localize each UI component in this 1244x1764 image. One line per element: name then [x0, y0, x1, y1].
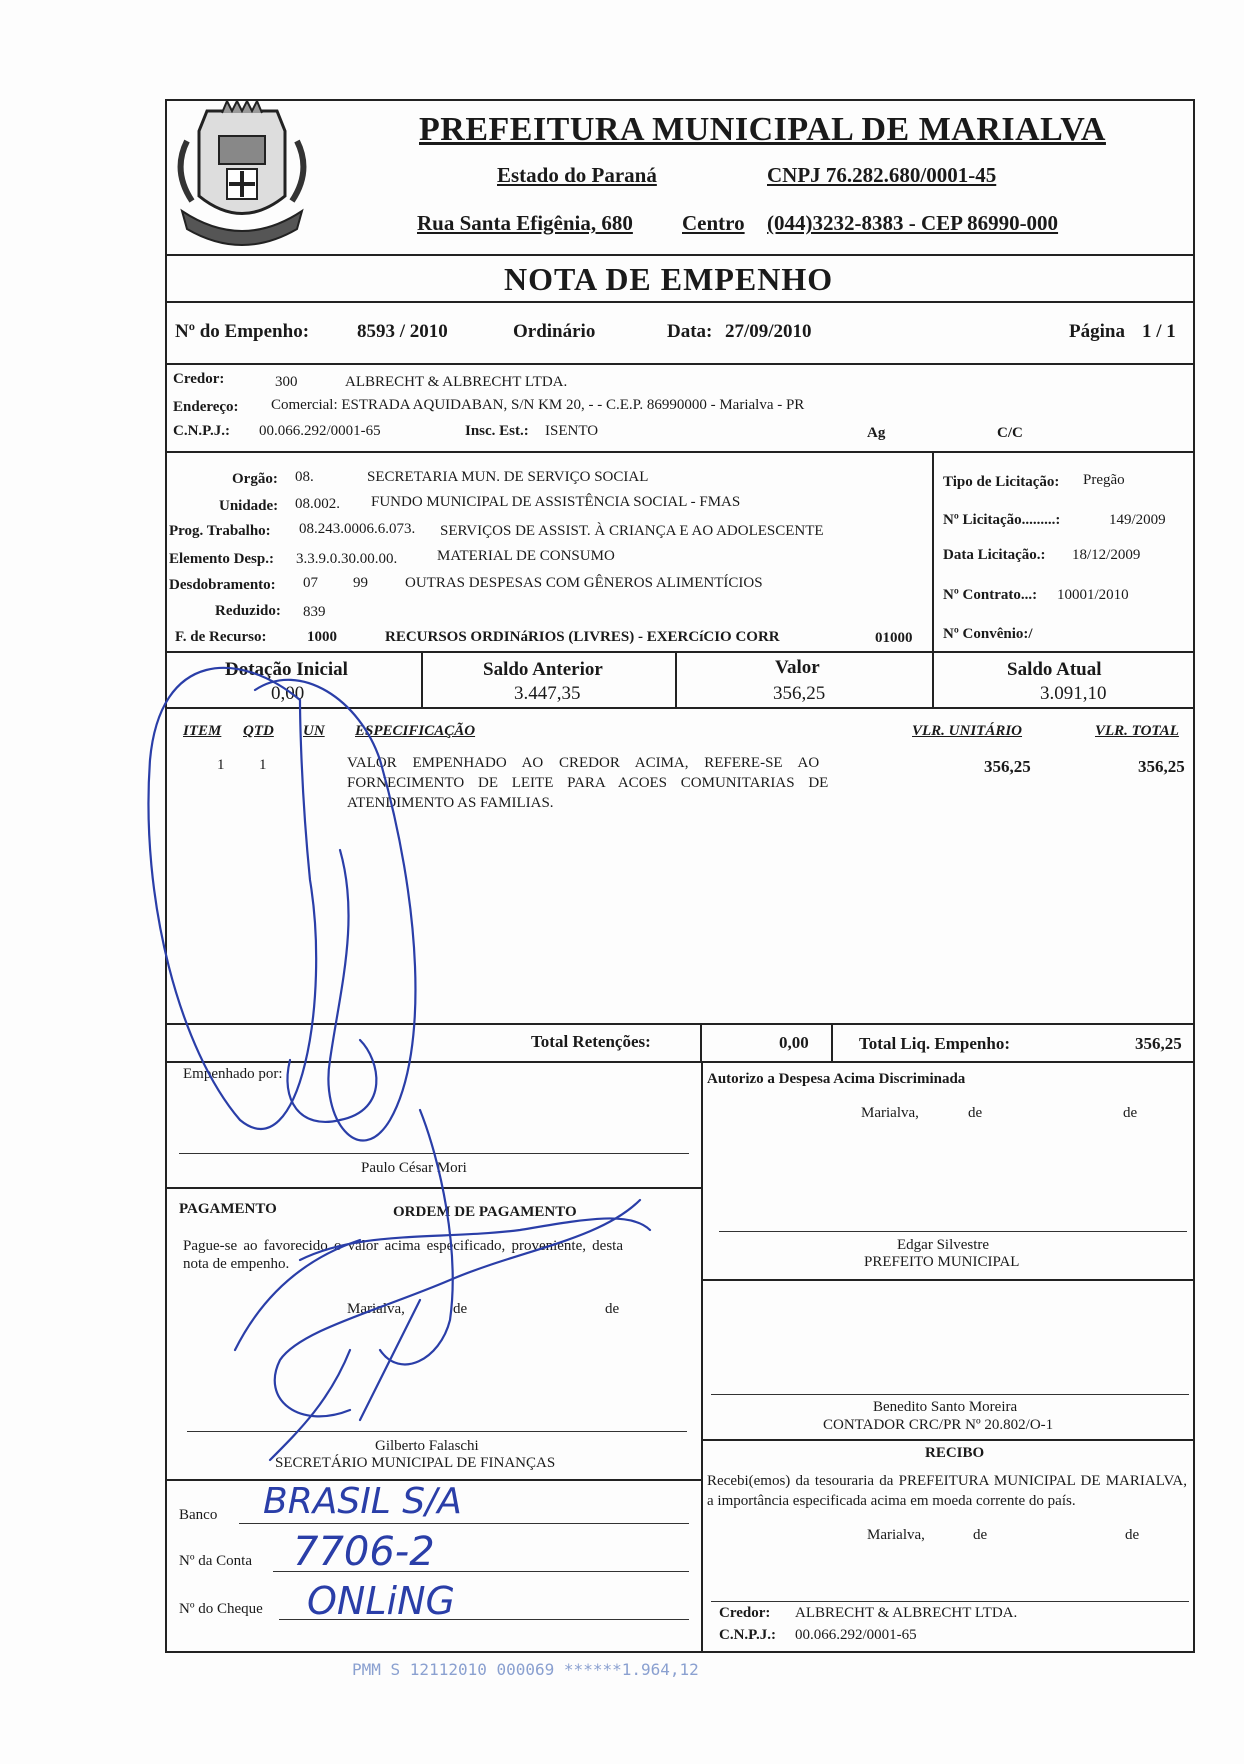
state-name: Estado do Paraná [497, 163, 657, 187]
saldo-anterior-label: Saldo Anterior [483, 659, 603, 680]
convenio-label: Nº Convênio:/ [943, 626, 1033, 642]
reduzido-value: 839 [303, 604, 326, 620]
valor-label: Valor [775, 657, 820, 678]
conta-label: Nº da Conta [179, 1553, 252, 1569]
credor-name: ALBRECHT & ALBRECHT LTDA. [345, 374, 568, 390]
org-cnpj: CNPJ 76.282.680/0001-45 [767, 163, 997, 187]
tipo-licitacao-label: Tipo de Licitação: [943, 474, 1060, 490]
pagamento-de2: de [605, 1301, 620, 1317]
dotacao-label: Dotação Inicial [225, 659, 348, 680]
org-district: Centro [682, 211, 745, 235]
dotacao-value: 0,00 [271, 683, 305, 704]
item-total-value: 356,25 [1138, 757, 1185, 776]
prog-code: 08.243.0006.6.073. [299, 521, 416, 537]
ag-label: Ag [867, 425, 886, 441]
col-header-vlr-total: VLR. TOTAL [1095, 723, 1179, 739]
recurso-label: F. de Recurso: [175, 629, 267, 645]
recurso-name: RECURSOS ORDINáRIOS (LIVRES) - EXERCíCIO CORR [385, 629, 780, 645]
num-licitacao-value: 149/2009 [1109, 512, 1166, 528]
data-licitacao-value: 18/12/2009 [1072, 547, 1141, 563]
reduzido-label: Reduzido: [215, 603, 281, 619]
org-phone-cep: (044)3232-8383 - CEP 86990-000 [767, 211, 1059, 235]
orgao-name: SECRETARIA MUN. DE SERVIÇO SOCIAL [367, 469, 649, 485]
page-label: Página [1069, 321, 1125, 342]
autorizo-de2: de [1123, 1105, 1138, 1121]
saldo-atual-label: Saldo Atual [1007, 659, 1102, 680]
autorizo-signer-name: Edgar Silvestre [897, 1237, 990, 1253]
total-liq-value: 356,25 [1135, 1034, 1182, 1053]
pagamento-text: Pague-se ao favorecido o valor acima especificado, proveniente, desta nota de empenho. [183, 1238, 623, 1272]
pagamento-signer-title: SECRETÁRIO MUNICIPAL DE FINANÇAS [275, 1455, 556, 1471]
desdobramento-code1: 07 [303, 575, 318, 591]
data-licitacao-label: Data Licitação.: [943, 547, 1046, 563]
nota-de-empenho-form [165, 99, 1195, 1653]
handwritten-conta: 7706-2 [293, 1529, 435, 1575]
recibo-place: Marialva, [867, 1527, 925, 1543]
endereco-value: Comercial: ESTRADA AQUIDABAN, S/N KM 20, - - C.E.P. 86990000 - Marialva - PR [271, 397, 805, 413]
unidade-name: FUNDO MUNICIPAL DE ASSISTÊNCIA SOCIAL - FMAS [371, 494, 741, 510]
item-spec-line3: ATENDIMENTO AS FAMILIAS. [347, 795, 554, 811]
col-header-item: ITEM [183, 723, 222, 739]
cheque-label: Nº do Cheque [179, 1601, 263, 1617]
recibo-de2: de [1125, 1527, 1140, 1543]
recurso-code2: 01000 [875, 630, 913, 646]
unidade-code: 08.002. [295, 496, 340, 512]
endereco-label: Endereço: [173, 399, 239, 415]
item-spec-line2: FORNECIMENTO DE LEITE PARA ACOES COMUNITARIAS DE [347, 775, 829, 791]
item-number: 1 [217, 757, 225, 773]
col-header-qtd: QTD [243, 723, 274, 739]
tipo-licitacao-value: Pregão [1083, 472, 1125, 488]
pagamento-label: PAGAMENTO [179, 1201, 277, 1217]
recurso-code: 1000 [307, 629, 337, 645]
insc-value: ISENTO [545, 423, 599, 439]
valor-value: 356,25 [773, 683, 826, 704]
empenhado-name: Paulo César Mori [361, 1160, 467, 1176]
ordem-pagamento: ORDEM DE PAGAMENTO [393, 1204, 577, 1220]
num-licitacao-label: Nº Licitação.........: [943, 512, 1061, 528]
banco-label: Banco [179, 1507, 218, 1523]
recibo-text: Recebi(emos) da tesouraria da PREFEITURA MUNICIPAL DE MARIALVA, a importância especificada acima em moeda corrente do país. [707, 1473, 1187, 1509]
autorizo-title: Autorizo a Despesa Acima Discriminada [707, 1071, 966, 1087]
cnpj-value: 00.066.292/0001-65 [259, 423, 381, 439]
credor-code: 300 [275, 374, 298, 390]
desdobramento-code2: 99 [353, 575, 368, 591]
item-spec-line1: VALOR EMPENHADO AO CREDOR ACIMA, REFERE-SE AO [347, 755, 820, 771]
col-header-vlr-unitario: VLR. UNITÁRIO [912, 723, 1023, 739]
handwritten-banco: BRASIL S/A [263, 1481, 462, 1522]
empenho-number: 8593 / 2010 [357, 321, 448, 342]
prog-name: SERVIÇOS DE ASSIST. À CRIANÇA E AO ADOLESCENTE [440, 523, 824, 539]
col-header-un: UN [303, 723, 325, 739]
autorizo-de1: de [968, 1105, 983, 1121]
insc-label: Insc. Est.: [465, 423, 529, 439]
recibo-credor-value: ALBRECHT & ALBRECHT LTDA. [795, 1605, 1018, 1621]
desdobramento-name: OUTRAS DESPESAS COM GÊNEROS ALIMENTÍCIOS [405, 575, 763, 591]
empenhado-label: Empenhado por: [183, 1066, 283, 1082]
recibo-de1: de [973, 1527, 988, 1543]
orgao-label: Orgão: [232, 471, 278, 487]
pagamento-place: Marialva, [347, 1301, 405, 1317]
doc-title: NOTA DE EMPENHO [504, 261, 834, 297]
page-number: 1 / 1 [1142, 321, 1176, 342]
item-qtd: 1 [259, 757, 267, 773]
footer-stamp: PMM S 12112010 000069 ******1.964,12 [352, 1660, 699, 1679]
cc-label: C/C [997, 425, 1023, 441]
contador-name: Benedito Santo Moreira [873, 1399, 1018, 1415]
orgao-code: 08. [295, 469, 314, 485]
pagamento-signer-name: Gilberto Falaschi [375, 1438, 479, 1454]
empenho-date-label: Data: [667, 321, 713, 342]
saldo-anterior-value: 3.447,35 [514, 683, 581, 704]
prog-label: Prog. Trabalho: [169, 523, 271, 539]
unidade-label: Unidade: [219, 498, 279, 514]
contrato-label: Nº Contrato...: [943, 587, 1038, 603]
empenho-date: 27/09/2010 [725, 321, 812, 342]
cnpj-label: C.N.P.J.: [173, 423, 230, 439]
recibo-title: RECIBO [925, 1445, 985, 1461]
autorizo-place: Marialva, [861, 1105, 919, 1121]
recibo-cnpj-label: C.N.P.J.: [719, 1627, 776, 1643]
desdobramento-label: Desdobramento: [169, 577, 276, 593]
empenho-type: Ordinário [513, 321, 596, 342]
org-name: PREFEITURA MUNICIPAL DE MARIALVA [419, 111, 1106, 148]
recibo-credor-label: Credor: [719, 1605, 771, 1621]
recibo-cnpj-value: 00.066.292/0001-65 [795, 1627, 917, 1643]
total-liq-label: Total Liq. Empenho: [859, 1034, 1010, 1053]
contador-title: CONTADOR CRC/PR Nº 20.802/O-1 [823, 1417, 1054, 1433]
elemento-code: 3.3.9.0.30.00.00. [296, 551, 398, 567]
contrato-value: 10001/2010 [1057, 587, 1129, 603]
elemento-label: Elemento Desp.: [169, 551, 274, 567]
retencoes-value: 0,00 [779, 1033, 809, 1052]
org-address: Rua Santa Efigênia, 680 [417, 211, 633, 235]
handwritten-cheque: ONLiNG [307, 1579, 455, 1623]
saldo-atual-value: 3.091,10 [1040, 683, 1107, 704]
credor-label: Credor: [173, 371, 225, 387]
pagamento-de1: de [453, 1301, 468, 1317]
retencoes-label: Total Retenções: [531, 1032, 651, 1051]
elemento-name: MATERIAL DE CONSUMO [437, 548, 615, 564]
empenho-number-label: Nº do Empenho: [175, 321, 310, 342]
autorizo-signer-title: PREFEITO MUNICIPAL [864, 1254, 1020, 1270]
item-unit-value: 356,25 [984, 757, 1031, 776]
municipal-coat-of-arms [167, 101, 322, 251]
col-header-especificacao: ESPECIFICAÇÃO [355, 723, 476, 739]
